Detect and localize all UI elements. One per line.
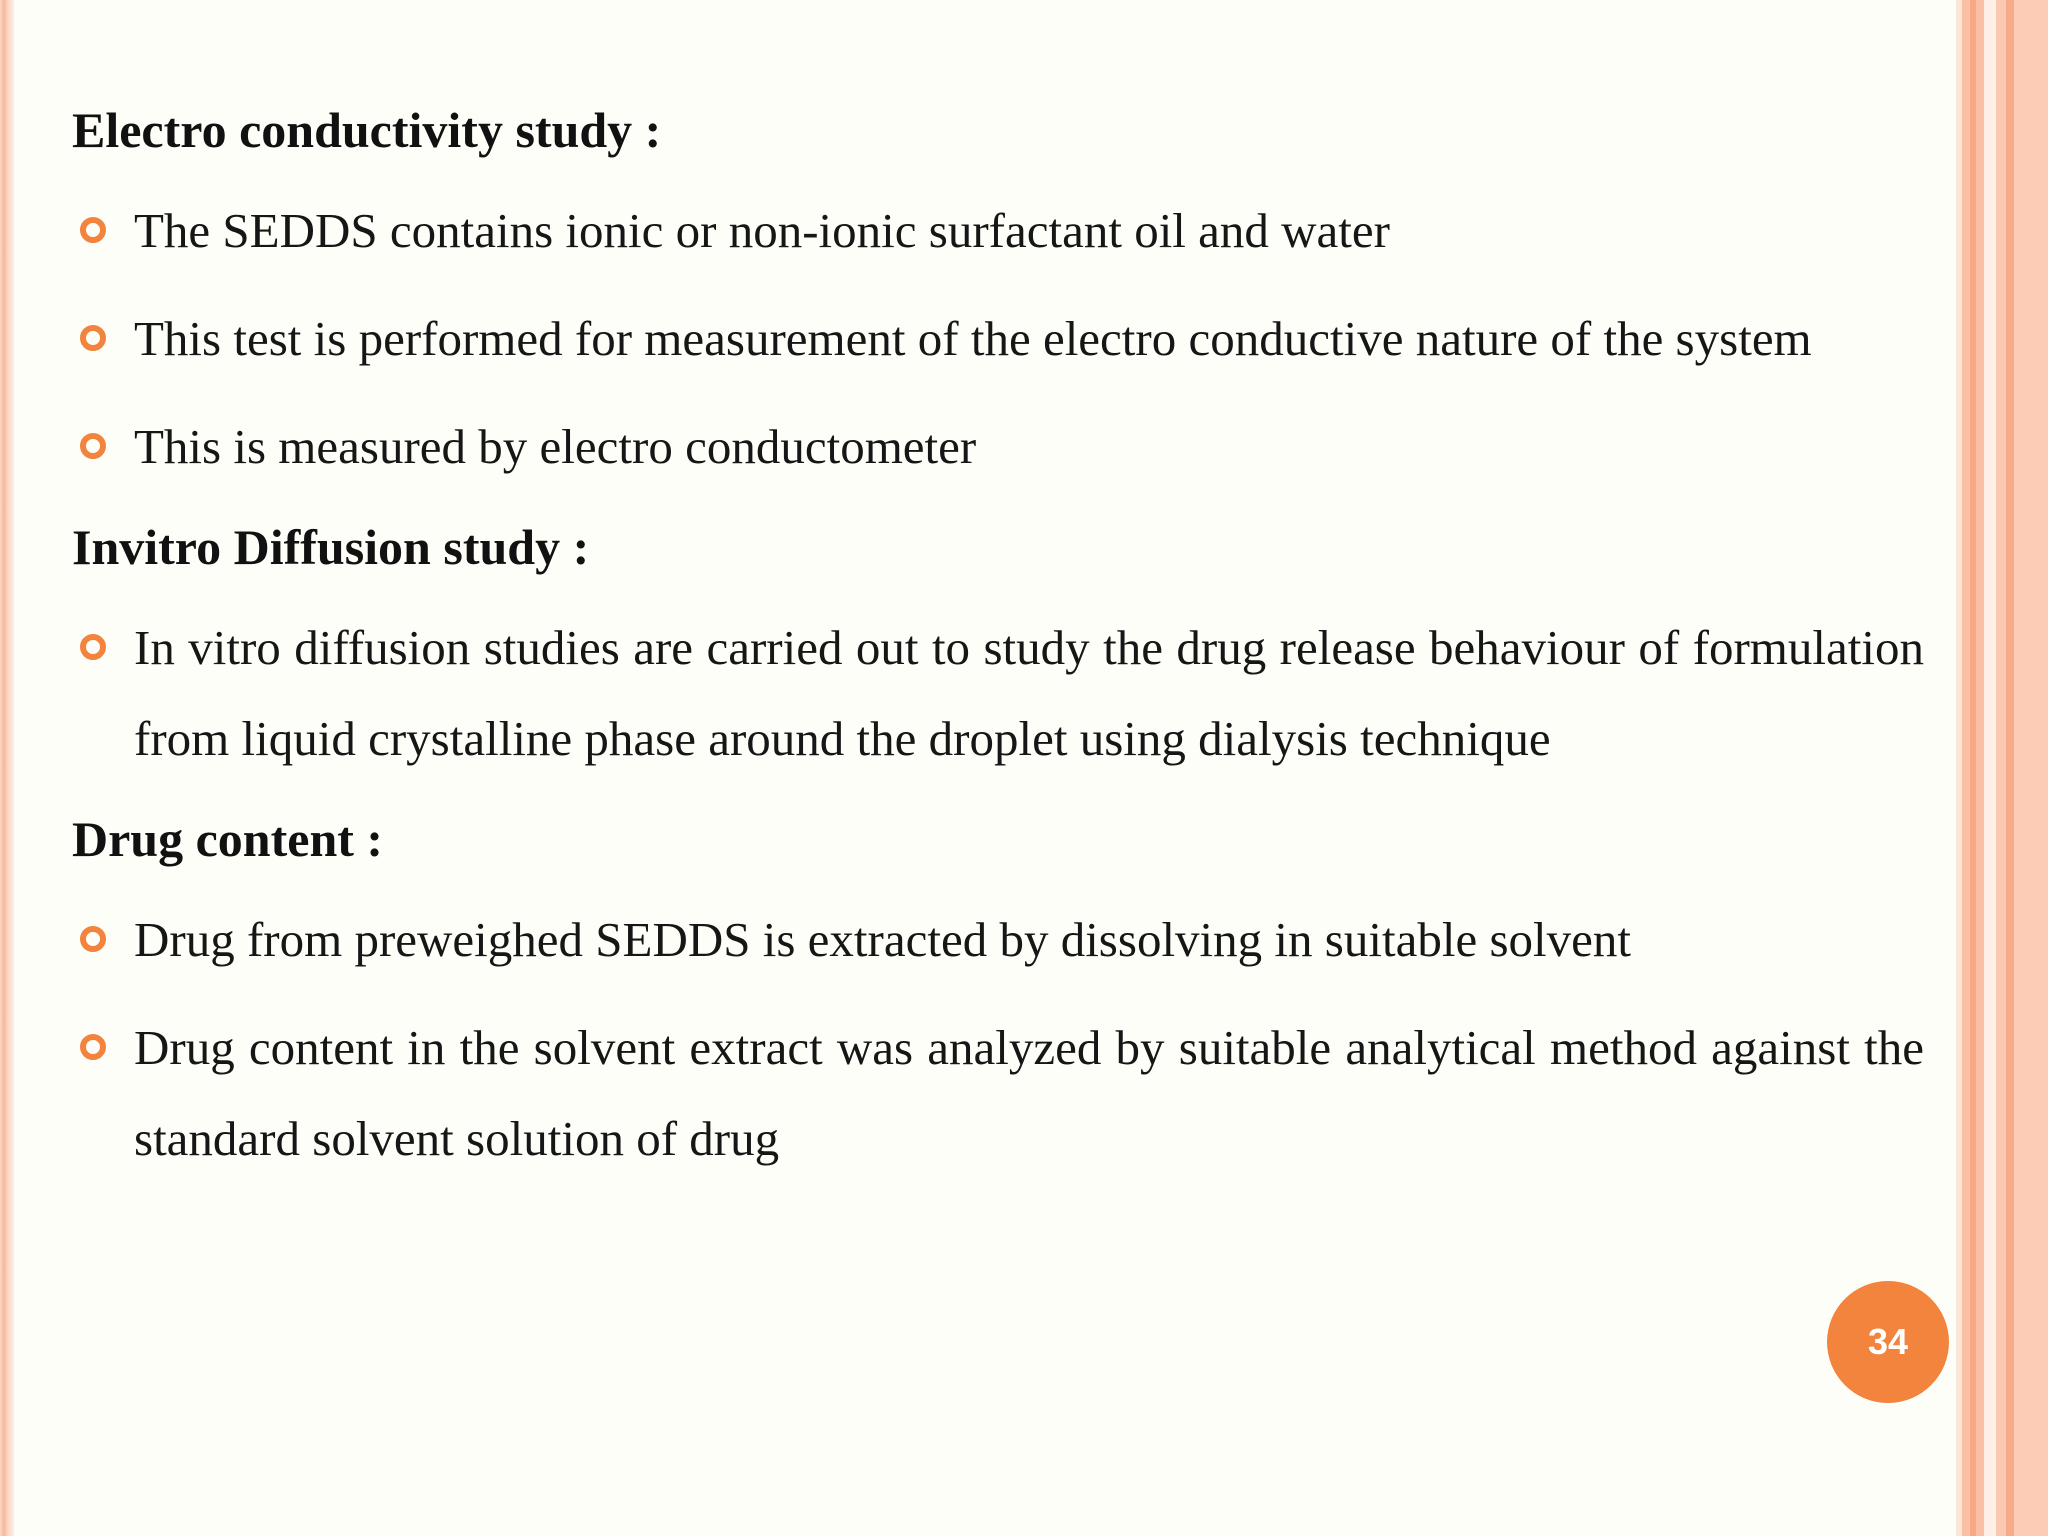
bullet-text: Drug from preweighed SEDDS is extracted by dissolving in suitable solvent [134, 912, 1631, 967]
left-border-decoration [0, 0, 14, 1536]
stripe [2014, 0, 2048, 1536]
bullet-item [72, 293, 1924, 384]
section-heading-invitro-diffusion: Invitro Diffusion study : [72, 519, 590, 575]
bullet-item [72, 1002, 1924, 1184]
right-stripe-decoration [1956, 0, 2048, 1536]
ring-bullet-icon [80, 325, 106, 351]
slide-content [72, 92, 1924, 1184]
ring-bullet-icon [80, 926, 106, 952]
section-heading-electro-conductivity: Electro conductivity study : [72, 102, 662, 158]
stripe [1984, 0, 1996, 1536]
stripe [1976, 0, 1984, 1536]
page-number-badge: 34 [1827, 1281, 1949, 1403]
ring-bullet-icon [80, 217, 106, 243]
ring-bullet-icon [80, 433, 106, 459]
bullet-text: Drug content in the solvent extract was analyzed by suitable analytical method against the standard solvent solution of drug [134, 1020, 1924, 1166]
bullet-item [72, 401, 1924, 492]
bullet-item [72, 894, 1924, 985]
bullet-item [72, 185, 1924, 276]
bullet-text: In vitro diffusion studies are carried out to study the drug release behaviour of formulation from liquid crystalline phase around the droplet using dialysis technique [134, 620, 1924, 766]
bullet-text: This test is performed for measurement of the electro conductive nature of the system [134, 311, 1812, 366]
stripe [1962, 0, 1970, 1536]
bullet-item [72, 602, 1924, 784]
bullet-text: This is measured by electro conductometer [134, 419, 977, 474]
bullet-text: The SEDDS contains ionic or non-ionic surfactant oil and water [134, 203, 1390, 258]
stripe [2006, 0, 2014, 1536]
section-heading-drug-content: Drug content : [72, 811, 384, 867]
ring-bullet-icon [80, 634, 106, 660]
stripe [1996, 0, 2006, 1536]
ring-bullet-icon [80, 1034, 106, 1060]
